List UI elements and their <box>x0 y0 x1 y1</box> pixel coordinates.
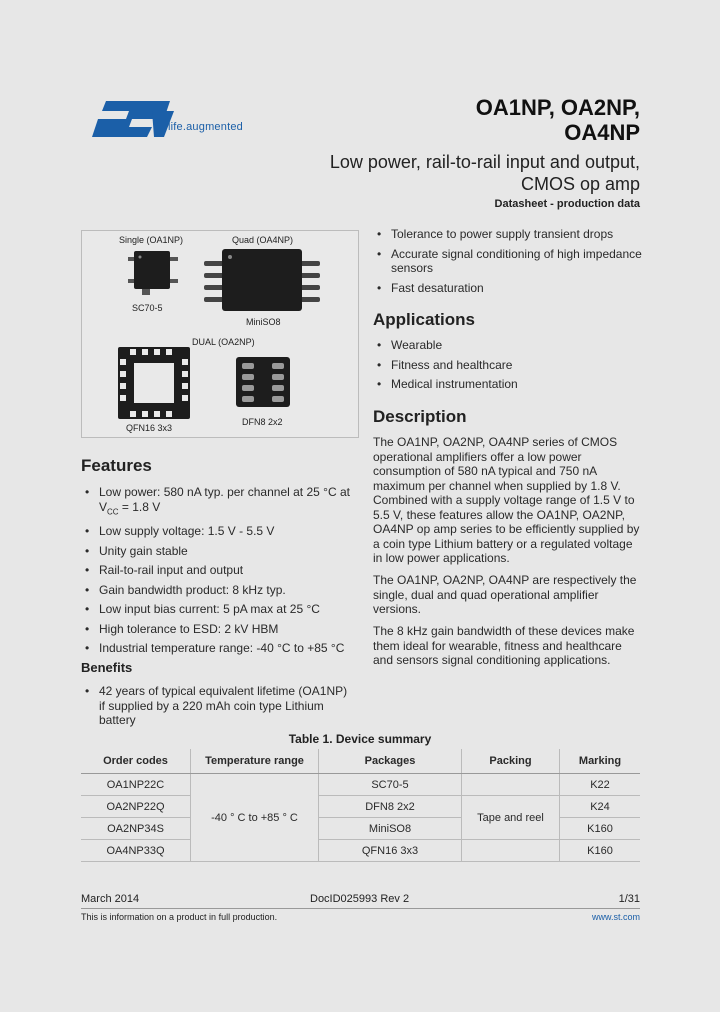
subtitle-line-1: Low power, rail-to-rail input and output, <box>329 152 640 172</box>
applications-list <box>373 338 643 397</box>
benefit-item: • Fast desaturation <box>373 281 643 296</box>
description-heading: Description <box>373 407 467 426</box>
feature-item: • Low input bias current: 5 pA max at 25 °C <box>81 602 361 617</box>
table-row <box>81 796 640 818</box>
brand-tagline: life.augmented <box>168 121 243 133</box>
single-label: Single (OA1NP) <box>119 235 184 245</box>
sc70-package-image <box>120 247 186 301</box>
application-item: • Medical instrumentation <box>373 377 643 392</box>
order-code-cell: OA2NP34S <box>81 818 191 840</box>
temperature-cell: -40 ° C to +85 ° C <box>191 774 319 862</box>
package-cell: QFN16 3x3 <box>319 840 462 862</box>
packing-cell-empty <box>462 840 560 862</box>
order-code-cell: OA4NP33Q <box>81 840 191 862</box>
footer-doc-id: DocID025993 Rev 2 <box>310 893 410 905</box>
device-summary-table <box>81 749 640 862</box>
footer-info: This is information on a product in full production. <box>81 912 278 922</box>
table-header: Order codes <box>81 749 191 774</box>
dfn8-package-image <box>234 355 292 409</box>
feature-item: • Rail-to-rail input and output <box>81 563 361 578</box>
feature-item: • Low supply voltage: 1.5 V - 5.5 V <box>81 524 361 539</box>
feature-item: • Industrial temperature range: -40 °C to +85 °C <box>81 641 361 656</box>
title-line-2: OA4NP <box>564 120 640 145</box>
benefit-item: • Tolerance to power supply transient drops <box>373 227 643 242</box>
description-paragraph-1: The OA1NP, OA2NP, OA4NP series of CMOS operational amplifiers offer a low power consumption of 580 nA typical and 750 nA maximum per channel when supplied by 1.8 V. Combined with a supply voltage range of 1.5 V to 5.5 V, these features allow the OA1NP, OA2NP, OA4NP op amp series to be efficiently supplied by a coin type Lithium battery or a regulated voltage in low power applications. <box>373 435 640 565</box>
sc70-label: SC70-5 <box>132 303 163 313</box>
order-code-cell: OA1NP22C <box>81 774 191 796</box>
feature-item: • Gain bandwidth product: 8 kHz typ. <box>81 583 361 598</box>
features-heading: Features <box>81 456 152 475</box>
packing-cell-empty <box>462 774 560 796</box>
table-row <box>81 840 640 862</box>
benefits-list-continued <box>373 227 643 300</box>
table-title: Table 1. Device summary <box>288 732 432 746</box>
dfn8-label: DFN8 2x2 <box>242 417 283 427</box>
footer-page-number: 1/31 <box>618 893 640 905</box>
title-line-1: OA1NP, OA2NP, <box>475 95 640 120</box>
datasheet-label: Datasheet - production data <box>494 198 640 210</box>
benefit-item: • 42 years of typical equivalent lifetime (OA1NP) if supplied by a 220 mAh coin type Lithium battery <box>81 684 351 728</box>
table-header-row <box>81 749 640 774</box>
quad-label: Quad (OA4NP) <box>232 235 294 245</box>
feature-item: • High tolerance to ESD: 2 kV HBM <box>81 622 361 637</box>
benefits-heading: Benefits <box>81 660 133 675</box>
marking-cell: K22 <box>560 774 641 796</box>
footer-date: March 2014 <box>81 893 140 905</box>
dual-label: DUAL (OA2NP) <box>192 337 255 347</box>
table-header: Marking <box>560 749 641 774</box>
order-code-cell: OA2NP22Q <box>81 796 191 818</box>
table-header: Packages <box>319 749 462 774</box>
qfn16-package-image <box>116 345 192 421</box>
marking-cell: K24 <box>560 796 641 818</box>
application-item: • Wearable <box>373 338 643 353</box>
package-cell: SC70-5 <box>319 774 462 796</box>
footer-url-link[interactable]: www.st.com <box>591 912 640 922</box>
application-item: • Fitness and healthcare <box>373 358 643 373</box>
packing-cell: Tape and reel <box>462 796 560 840</box>
miniso8-label: MiniSO8 <box>246 317 281 327</box>
marking-cell: K160 <box>560 818 641 840</box>
benefits-list <box>81 684 351 733</box>
description-paragraph-3: The 8 kHz gain bandwidth of these devices make them ideal for wearable, fitness and healthcare and sensors signal conditioning applications. <box>373 624 635 667</box>
table-row <box>81 774 640 796</box>
subtitle-line-2: CMOS op amp <box>520 174 640 194</box>
miniso8-package-image <box>200 245 326 317</box>
description-paragraph-2: The OA1NP, OA2NP, OA4NP are respectively the single, dual and quad operational amplifier versions. <box>373 573 637 616</box>
qfn16-label: QFN16 3x3 <box>126 423 173 433</box>
table-header: Temperature range <box>191 749 319 774</box>
feature-item: • Low power: 580 nA typ. per channel at 25 °C at $V_{CC} = 1.8$ V <box>81 485 361 519</box>
package-figure <box>81 230 359 438</box>
table-header: Packing <box>462 749 560 774</box>
feature-item: • Unity gain stable <box>81 544 361 559</box>
features-list <box>81 485 361 661</box>
package-cell: MiniSO8 <box>319 818 462 840</box>
applications-heading: Applications <box>373 310 476 329</box>
benefit-item: • Accurate signal conditioning of high impedance sensors <box>373 247 643 276</box>
package-cell: DFN8 2x2 <box>319 796 462 818</box>
marking-cell: K160 <box>560 840 641 862</box>
footer-divider <box>81 908 640 909</box>
